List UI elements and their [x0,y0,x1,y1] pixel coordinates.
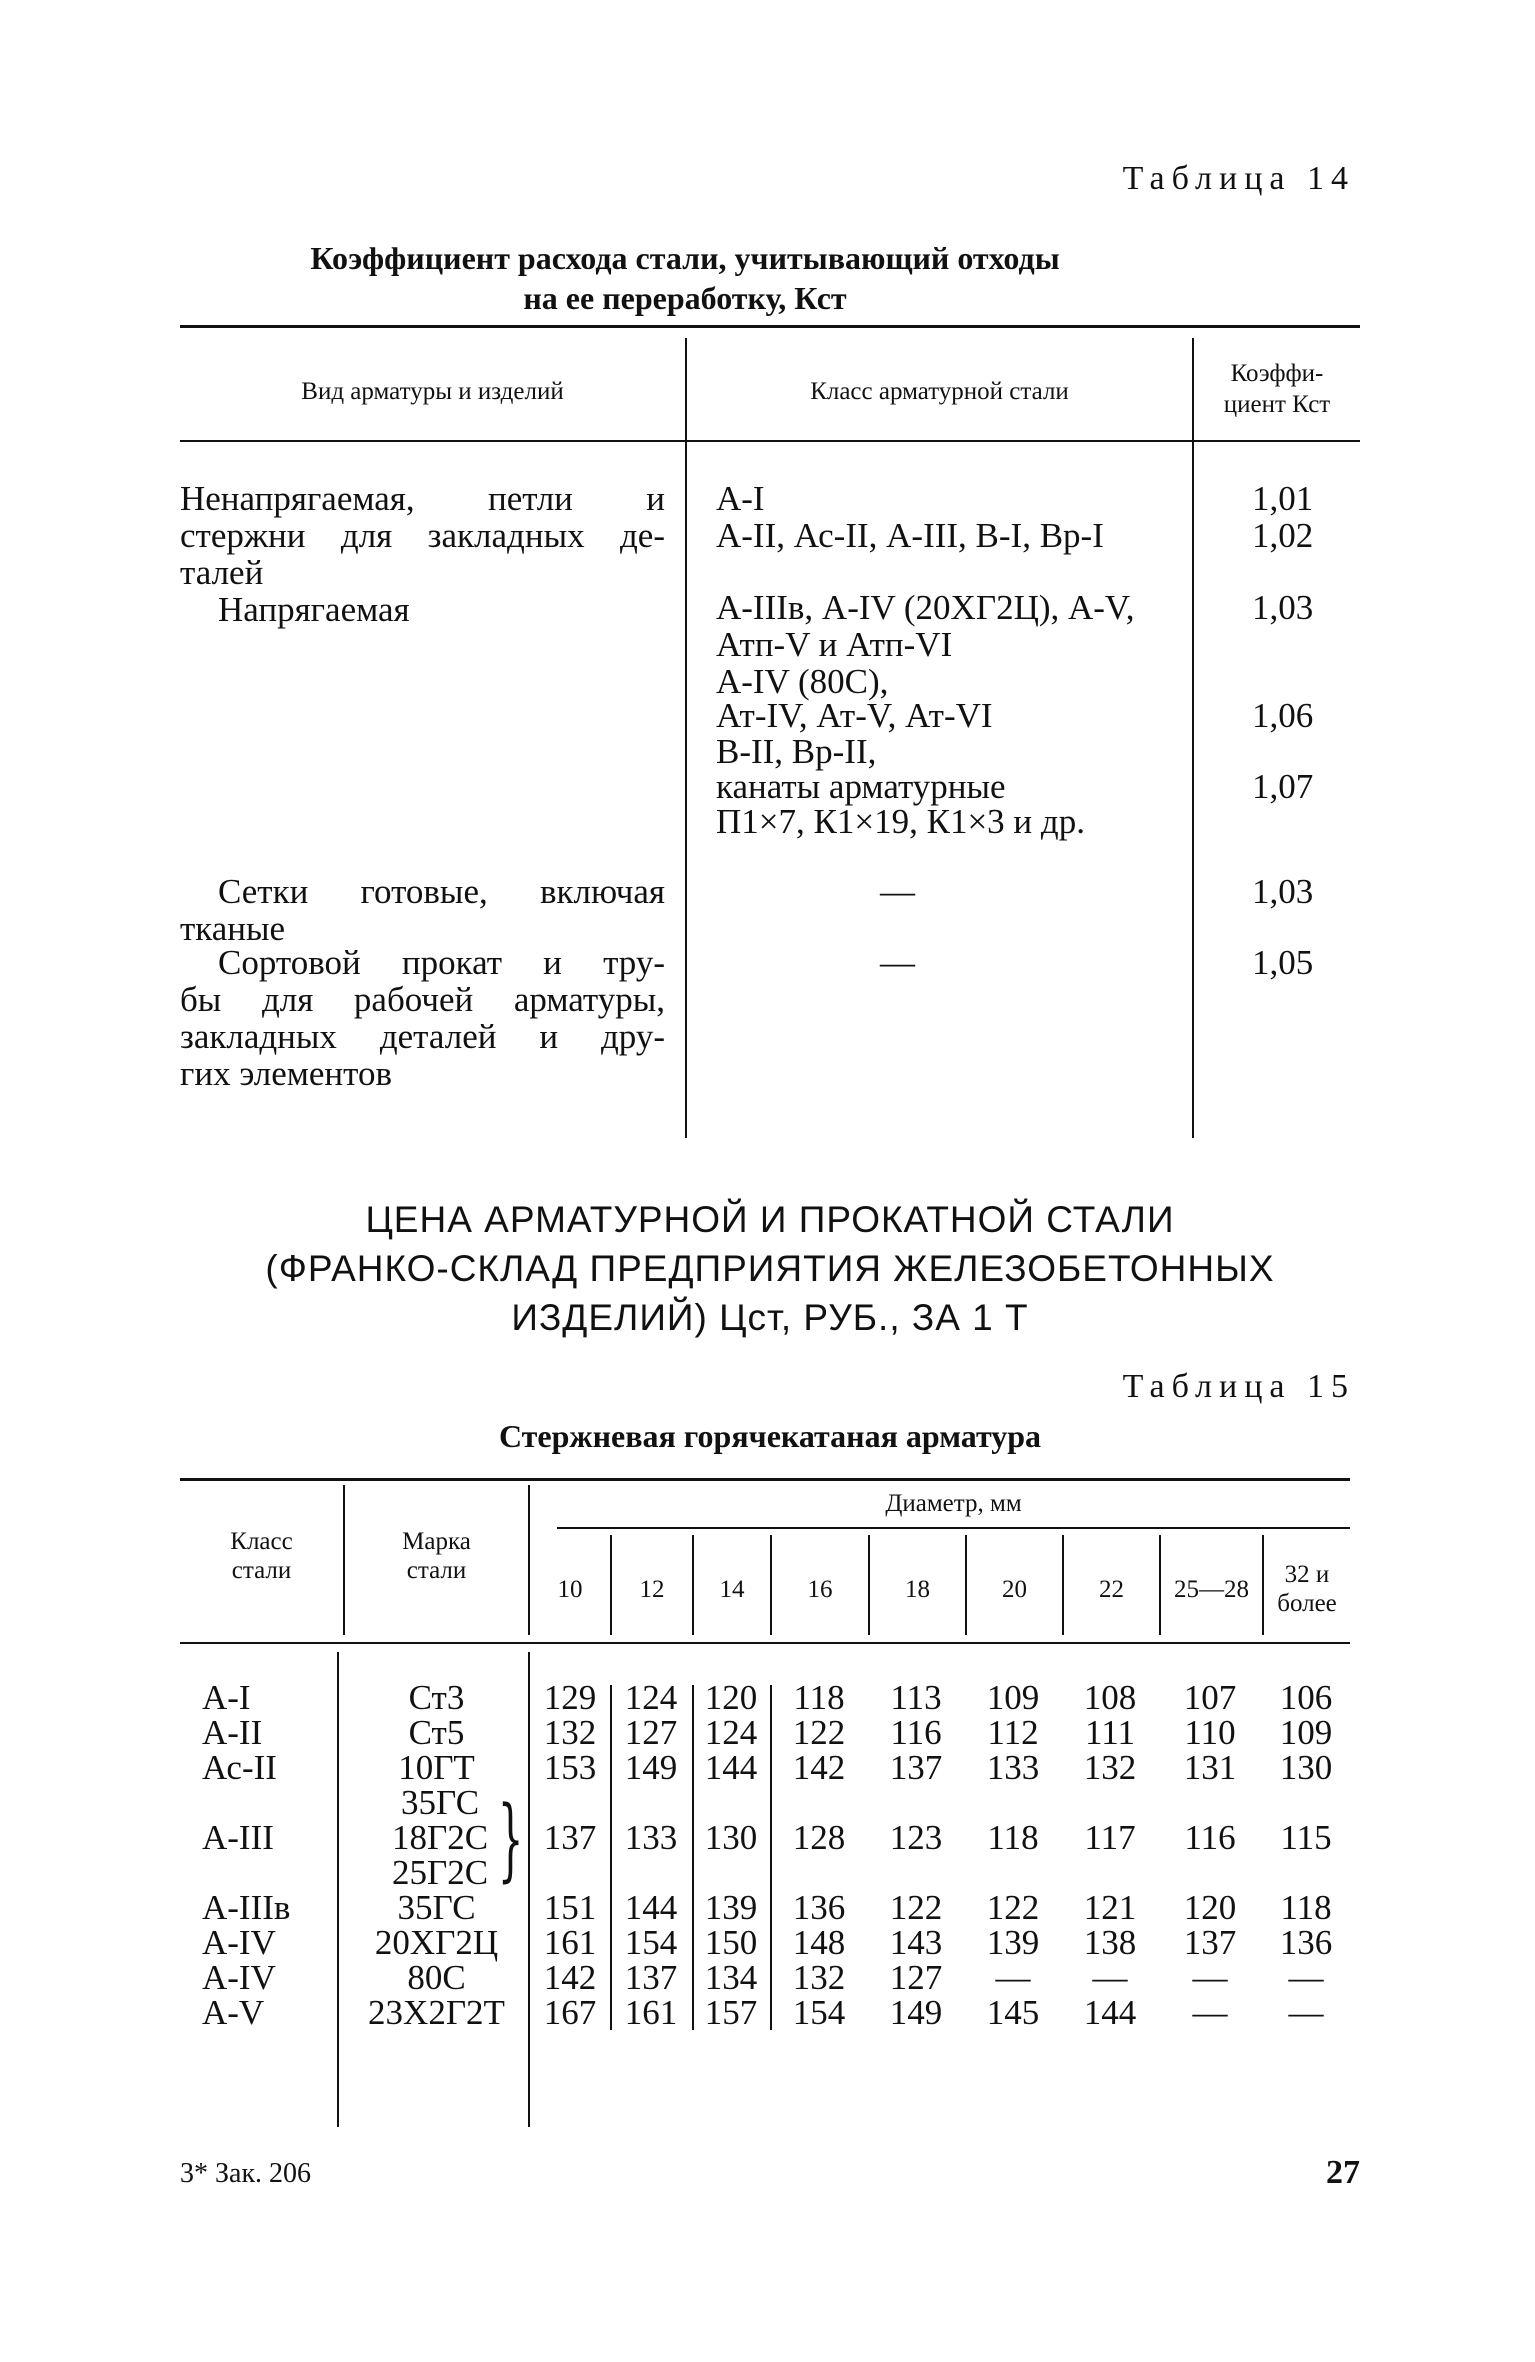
t14-class-r5c: П1×7, К1×19, К1×3 и др. [716,802,1085,841]
t15-cell: 137 [543,1818,597,1857]
t14-type-nonprestressed-2: стержни для закладных де- [180,516,665,555]
t15-cell: 109 [986,1678,1040,1717]
t15-cell: 120 [1183,1888,1237,1927]
t14-class-rolled: — [880,943,915,982]
t15-cell: 144 [624,1888,678,1927]
t15-header-d14: 14 [719,1576,745,1603]
t14-class-mesh: — [880,872,915,911]
t15-cell: 149 [624,1748,678,1787]
table14-title-line2: на ее переработку, Кст [523,280,847,316]
t15-row-mark: 35ГС [397,1888,476,1927]
t15-header-d32: 32 и более [1277,1561,1337,1617]
t15-cell: 134 [704,1958,758,1997]
t15-row-class: Ас-II [202,1748,277,1787]
t15-cell: 157 [704,1993,758,2032]
t15-cell: 130 [1279,1748,1333,1787]
t15-cell: 122 [792,1713,846,1752]
t15-cell: 138 [1083,1923,1137,1962]
t15-cell: 122 [889,1888,943,1927]
t15-header-d25-28: 25—28 [1174,1576,1249,1603]
page-number: 27 [1326,2154,1360,2191]
t15-cell: 142 [792,1748,846,1787]
t15-cell: 117 [1084,1818,1136,1857]
t15-header-d20: 20 [1002,1576,1027,1603]
t15-row-class: А-IIIв [202,1888,291,1927]
t15-cell: 139 [986,1923,1040,1962]
t15-cell: 118 [793,1678,845,1717]
t15-cell: — [995,1958,1031,1997]
t15-cell: 127 [889,1958,943,1997]
t15-cell: — [1092,1958,1128,1997]
t15-header-d22: 22 [1099,1576,1124,1603]
t14-coef-mesh: 1,03 [1252,872,1314,911]
t15-cell: 154 [792,1993,846,2032]
section-title [180,1195,1360,1342]
t15-row-mark: 10ГТ [398,1748,475,1787]
t15-body-div-class [337,1652,339,2127]
t15-cell: 109 [1279,1713,1333,1752]
t15-cell: 118 [987,1818,1039,1857]
t15-header-diameter: Диаметр, мм [885,1490,1022,1517]
t15-cell: — [1192,1993,1228,2032]
table15-brace: } [497,1787,524,1892]
t14-class-r2: А-II, Ас-II, А-III, В-I, Вр-I [716,516,1104,555]
table14-header-rule [180,440,1360,442]
table15-title: Стержневая горячекатаная арматура [498,1418,1042,1454]
t14-coef-rolled: 1,05 [1252,943,1314,982]
t15-cell: 128 [792,1818,846,1857]
table15-header-rule [180,1642,1350,1644]
table14-header-type: Вид арматуры и изделий [301,378,564,405]
t15-row-class: А-IV [202,1923,276,1962]
t15-cell: 122 [986,1888,1040,1927]
table15-label: Таблица 15 [1122,1368,1355,1405]
t14-class-r4b: Ат-IV, Ат-V, Ат-VI [716,696,993,735]
t15-row-class: А-III [202,1818,274,1857]
t15-div-mark [528,1485,530,1635]
t15-cell: 133 [986,1748,1040,1787]
t14-coef-r4: 1,06 [1252,696,1314,735]
t15-cell: 144 [1083,1993,1137,2032]
section-title-line1: ЦЕНА АРМАТУРНОЙ И ПРОКАТНОЙ СТАЛИ [365,1199,1175,1240]
t15-header-d16: 16 [807,1576,833,1603]
t15-cell: 127 [624,1713,678,1752]
t15-cell: 120 [704,1678,758,1717]
t14-class-r5a: В-II, Вр-II, [716,732,877,771]
t15-header-d12: 12 [639,1576,665,1603]
t15-row-mark: 25Г2С [391,1853,489,1892]
table14-top-rule [180,325,1360,328]
t15-row-mark: 20ХГ2Ц [374,1923,499,1962]
table14-col-divider-2 [1192,338,1194,1138]
table15-top-rule [180,1478,1350,1481]
t15-cell: 112 [987,1713,1039,1752]
table15-diameter-rule [557,1527,1350,1529]
t15-cell: 132 [792,1958,846,1997]
t15-cell: — [1192,1958,1228,1997]
t15-cell: 124 [704,1713,758,1752]
t15-cell: 132 [1083,1748,1137,1787]
t14-class-r4a: А-IV (80С), [716,662,889,701]
t15-cell: 137 [624,1958,678,1997]
t15-cell: 130 [704,1818,758,1857]
t15-cell: 106 [1279,1678,1333,1717]
t15-cell: 107 [1183,1678,1237,1717]
t15-cell: — [1288,1993,1324,2032]
table14-title [180,238,1190,318]
t15-cell: 131 [1183,1748,1237,1787]
t15-cell: 150 [704,1923,758,1962]
section-title-line2: (ФРАНКО-СКЛАД ПРЕДПРИЯТИЯ ЖЕЛЕЗОБЕТОННЫХ [265,1248,1275,1289]
t15-cell: 148 [792,1923,846,1962]
t15-cell: 115 [1280,1818,1332,1857]
t15-header-mark: Марка стали [402,1528,471,1584]
t14-type-rolled-3: закладных деталей и дру- [180,1017,665,1056]
t15-cell: 110 [1184,1713,1236,1752]
section-title-line3: ИЗДЕЛИЙ) Цст, РУБ., ЗА 1 Т [511,1297,1029,1338]
t15-header-class: Класс стали [230,1528,293,1584]
t15-row-mark: 18Г2С [391,1818,489,1857]
t15-cell: 149 [889,1993,943,2032]
t15-cell: 144 [704,1748,758,1787]
table14-label: Таблица 14 [1122,160,1355,197]
t14-type-nonprestressed-1: Ненапрягаемая, петли и [180,479,665,518]
t14-coef-r1: 1,01 [1252,479,1314,518]
t15-cell: 139 [704,1888,758,1927]
t15-cell: 129 [543,1678,597,1717]
t15-cell: 153 [543,1748,597,1787]
table14-header-coef: Коэффи- циент Кст [1223,360,1331,418]
t15-cell: 145 [986,1993,1040,2032]
t15-cell: 133 [624,1818,678,1857]
t15-cell: — [1288,1958,1324,1997]
t15-cell: 124 [624,1678,678,1717]
t15-row-mark: 23Х2Г2Т [368,1993,505,2032]
table14-title-line1: Коэффициент расхода стали, учитывающий отходы [310,240,1060,276]
t14-type-rolled-2: бы для рабочей арматуры, [180,980,665,1019]
t15-row-class: А-IV [202,1958,276,1997]
t15-row-class: А-I [202,1678,251,1717]
t15-cell: 167 [543,1993,597,2032]
t15-header-d18: 18 [905,1576,930,1603]
t15-cell: 113 [890,1678,942,1717]
t15-cell: 136 [1279,1923,1333,1962]
t15-cell: 123 [889,1818,943,1857]
t14-class-r3b: Атп-V и Атп-VI [716,625,953,664]
t15-cell: 121 [1083,1888,1137,1927]
t15-cell: 154 [624,1923,678,1962]
t14-coef-r5: 1,07 [1252,767,1314,806]
t14-type-nonprestressed-3: талей [180,553,264,592]
t15-cell: 142 [543,1958,597,1997]
t15-cell: 118 [1280,1888,1332,1927]
t15-cell: 116 [1184,1818,1236,1857]
t15-cell: 132 [543,1713,597,1752]
t15-cell: 136 [792,1888,846,1927]
t15-row-mark: 80С [407,1958,466,1997]
t15-row-class: А-V [202,1993,265,2032]
t15-row-mark: 35ГС [400,1783,480,1822]
t15-cell: 111 [1085,1713,1135,1752]
t14-type-rolled-1: Сортовой прокат и тру- [218,943,665,982]
t14-type-prestressed: Напрягаемая [218,590,410,629]
t14-coef-r2: 1,02 [1252,516,1314,555]
table14-col-divider-1 [685,338,687,1138]
t15-header-d10: 10 [557,1576,583,1603]
t15-cell: 137 [1183,1923,1237,1962]
t14-type-mesh-1: Сетки готовые, включая [218,872,665,911]
t15-cell: 161 [543,1923,597,1962]
t14-class-r5b: канаты арматурные [716,767,1006,806]
t15-cell: 143 [889,1923,943,1962]
t14-coef-r3: 1,03 [1252,588,1314,627]
t15-cell: 161 [624,1993,678,2032]
footer-order-number: 3* Зак. 206 [180,2158,312,2189]
t14-class-r1: А-I [716,479,765,518]
t14-type-rolled-4: гих элементов [180,1054,392,1093]
table14-header-class: Класс арматурной стали [810,378,1069,405]
t15-cell: 116 [890,1713,942,1752]
t15-cell: 108 [1083,1678,1137,1717]
t15-row-mark: Ст5 [408,1713,465,1752]
t14-type-mesh-2: тканые [180,909,286,948]
t14-class-r3a: А-IIIв, А-IV (20ХГ2Ц), А-V, [716,588,1135,627]
t15-row-class: А-II [202,1713,263,1752]
t15-row-mark: Ст3 [408,1678,465,1717]
t15-cell: 151 [543,1888,597,1927]
t15-cell: 137 [889,1748,943,1787]
